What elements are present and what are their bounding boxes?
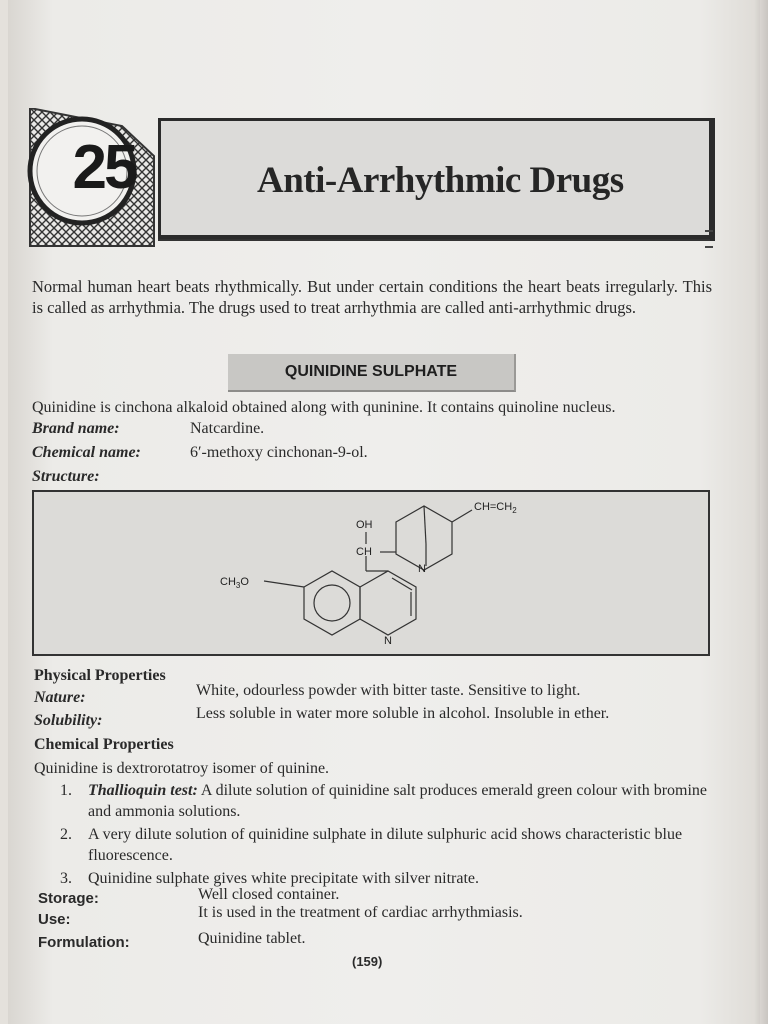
description: Quinidine is cinchona alkaloid obtained along with quninine. It contains quinoline nucleus. — [32, 399, 616, 416]
title-rule-end — [705, 230, 713, 248]
physical-heading: Physical Properties — [34, 667, 166, 684]
storage-value: Well closed container. — [198, 886, 340, 903]
chapter-title: Anti-Arrhythmic Drugs — [257, 160, 624, 201]
brand-label-text: Brand name: — [32, 420, 120, 437]
chapter-number: 25 — [72, 133, 136, 202]
section-heading: QUINIDINE SULPHATE — [284, 363, 458, 380]
page-edge-shadow — [754, 0, 768, 1024]
item-bold-term: Thallioquin test: — [88, 782, 198, 799]
brand-value: Natcardine. — [190, 420, 265, 437]
section-heading-box — [228, 354, 516, 392]
item-text: A dilute solution of quinidine salt produces emerald green colour with bromine and ammonia solutions. — [88, 782, 708, 820]
item-number: 3. — [60, 870, 72, 887]
quinidine-structure — [34, 492, 708, 654]
chemical-name-label: Chemical name: — [32, 444, 141, 461]
chemical-name-value: 6′-methoxy cinchonan-9-ol. — [190, 444, 368, 461]
list-item — [60, 868, 712, 889]
formulation-label: Formulation: — [38, 934, 130, 951]
chapter-title-box — [158, 118, 715, 241]
chemical-intro: Quinidine is dextrorotatroy isomer of quinine. — [34, 760, 330, 777]
use-label: Use: — [38, 911, 71, 928]
structure-diagram — [32, 490, 710, 656]
solubility-label: Solubility: — [34, 712, 103, 729]
vinyl-group: $CH=CH_2$ — [474, 501, 517, 515]
item-text: A very dilute solution of quinidine sulphate in dilute sulphuric acid shows characteristic blue fluorescence. — [88, 826, 683, 864]
nature-label: Nature: — [34, 689, 86, 706]
list-item — [60, 780, 712, 822]
benzene-ring — [304, 571, 360, 635]
pyridine-ring — [360, 571, 416, 635]
storage-label: Storage: — [38, 890, 99, 907]
title-rule — [158, 239, 710, 241]
item-number: 2. — [60, 826, 72, 843]
cage-nitrogen: N — [418, 563, 426, 575]
structure-label: Structure: — [32, 468, 100, 485]
nature-value: White, odourless powder with bitter taste. Sensitive to light. — [196, 682, 581, 699]
formulation-value: Quinidine tablet. — [198, 930, 306, 947]
intro-paragraph: Normal human heart beats rhythmically. But under certain conditions the heart beats irregularly. This is called as arrhythmia. The drugs used to treat arrhythmia are called anti-arrhythmic drugs. — [32, 277, 712, 317]
page-number: (159) — [352, 954, 383, 969]
use-value: It is used in the treatment of cardiac arrhythmiasis. — [198, 904, 523, 921]
item-number: 1. — [60, 782, 72, 799]
ring-nitrogen: N — [384, 635, 392, 647]
item-text: Quinidine sulphate gives white precipitate with silver nitrate. — [88, 870, 480, 887]
chemical-heading: Chemical Properties — [34, 736, 174, 753]
hydroxyl-label: OH — [356, 519, 373, 531]
list-item — [60, 824, 712, 866]
methoxy-group: $CH_3O$ — [220, 576, 249, 590]
methine-label: CH — [356, 546, 372, 558]
solubility-value: Less soluble in water more soluble in alcohol. Insoluble in ether. — [196, 705, 610, 722]
